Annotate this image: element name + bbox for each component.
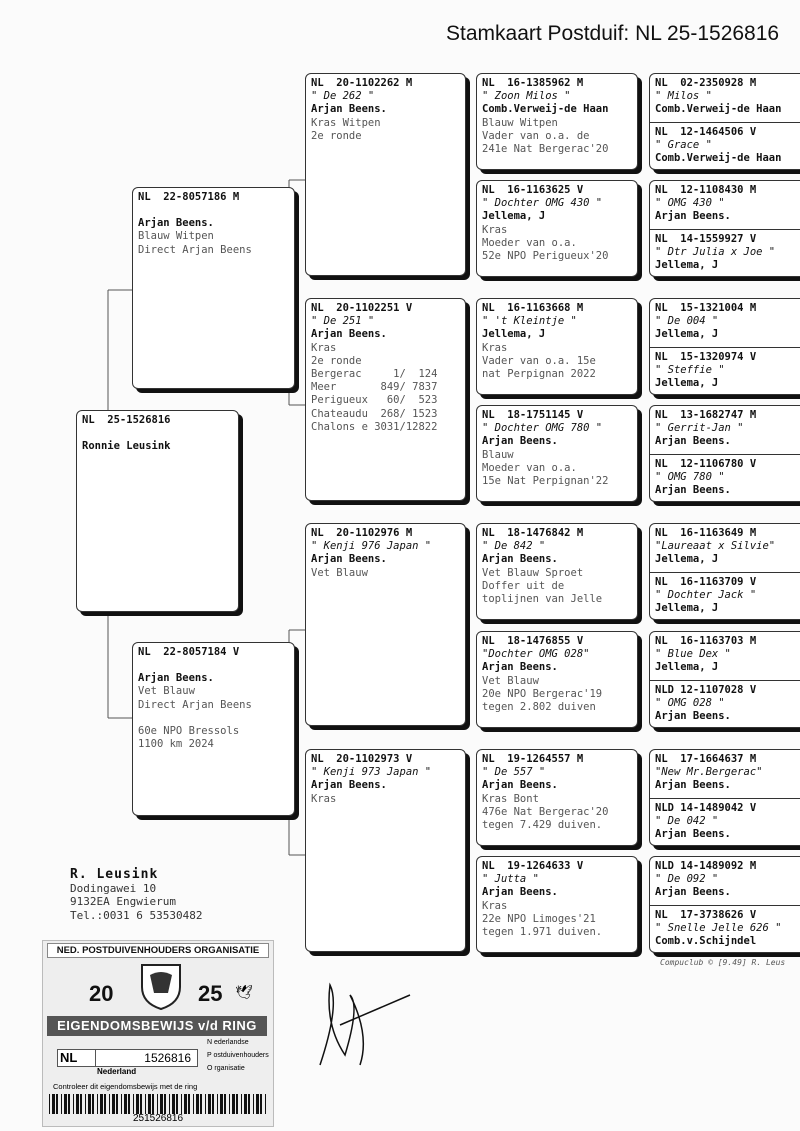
description-line: 2e ronde <box>311 129 362 142</box>
pigeon-name: " Grace " <box>655 139 712 152</box>
pigeon-name: " De 251 " <box>311 315 375 328</box>
barcode-bar <box>236 1094 238 1114</box>
npo-line: P ostduivenhouders <box>207 1052 269 1059</box>
ring-number: NL 16-1163668 M <box>482 302 584 314</box>
barcode-bar <box>181 1094 182 1114</box>
owner-name: Comb.v.Schijndel <box>655 935 757 948</box>
description-line: 22e NPO Limoges'21 <box>482 912 596 925</box>
description-line: Moeder van o.a. <box>482 236 577 249</box>
description-line: Blauw Witpen <box>482 116 558 129</box>
pigeon-card-subject <box>76 410 239 612</box>
barcode-bar <box>80 1094 82 1114</box>
pigeon-card-grandparent <box>305 523 466 726</box>
barcode-bar <box>265 1094 266 1114</box>
description-line: tegen 7.429 duiven. <box>482 819 603 832</box>
barcode-bar <box>128 1094 130 1114</box>
pigeon-name: " Kenji 973 Japan " <box>311 766 432 779</box>
pigeon-name: " De 042 " <box>655 815 719 828</box>
barcode-bar <box>152 1094 154 1114</box>
ring-number: NL 17-3738626 V <box>655 909 757 921</box>
software-credit: Compuclub © [9.49] R. Leus <box>660 958 786 967</box>
barcode-bar <box>260 1094 262 1114</box>
ring-number: NL 16-1385962 M <box>482 77 584 89</box>
description-line: 15e Nat Perpignan'22 <box>482 475 609 488</box>
pigeon-card-grandparent <box>305 749 466 952</box>
ring-number: NL 16-1163649 M <box>655 527 757 539</box>
barcode-bar <box>76 1094 79 1114</box>
barcode-bar <box>256 1094 259 1114</box>
barcode-bar <box>52 1094 55 1114</box>
owner-name: Arjan Beens. <box>138 217 214 230</box>
barcode-bar <box>184 1094 187 1114</box>
ring-number: NL 13-1682747 M <box>655 409 757 421</box>
owner-name: Ronnie Leusink <box>82 440 171 453</box>
description-line: Vader van o.a. de <box>482 129 590 142</box>
pigeon-card-great-grandparent <box>476 73 638 170</box>
pigeon-name: " Gerrit-Jan " <box>655 422 744 435</box>
description-line: tegen 2.802 duiven <box>482 701 596 714</box>
barcode-bar <box>157 1094 158 1114</box>
pigeon-card-pair <box>649 523 800 620</box>
barcode-bar <box>140 1094 142 1114</box>
barcode-bar <box>73 1094 74 1114</box>
barcode-bar <box>229 1094 230 1114</box>
barcode-bar <box>169 1094 170 1114</box>
owner-name: Arjan Beens. <box>482 435 558 448</box>
owner-name: Jellema, J <box>482 210 546 223</box>
description-line: Blauw <box>482 448 514 461</box>
barcode-bar <box>232 1094 235 1114</box>
description-line: toplijnen van Jelle <box>482 593 603 606</box>
owner-name: Jellema, J <box>482 328 546 341</box>
ring-number: NLD 14-1489092 M <box>655 860 757 872</box>
description-line: Moeder van o.a. <box>482 461 577 474</box>
certificate-year-right: 25 <box>198 981 223 1006</box>
certificate-org: NED. POSTDUIVENHOUDERS ORGANISATIE <box>47 943 269 958</box>
barcode-bar <box>208 1094 211 1114</box>
description-line: Bergerac 1/ 124 <box>311 368 438 381</box>
owner-name: Comb.Verweij-de Haan <box>482 103 609 116</box>
barcode-bar <box>112 1094 115 1114</box>
barcode-bar <box>88 1094 91 1114</box>
barcode-bar <box>188 1094 190 1114</box>
owner-name: Comb.Verweij-de Haan <box>655 152 782 165</box>
description-line: 52e NPO Perigueux'20 <box>482 250 609 263</box>
ring-number: NL 15-1320974 V <box>655 351 757 363</box>
description-line: tegen 1.971 duiven. <box>482 926 603 939</box>
certificate-ring-number: 1526816 <box>95 1049 198 1067</box>
barcode-bar <box>121 1094 122 1114</box>
page-title: Stamkaart Postduif: NL 25-1526816 <box>446 22 780 45</box>
certificate-land: Nederland <box>97 1067 137 1076</box>
barcode-bar <box>241 1094 242 1114</box>
npo-logo <box>207 1036 269 1075</box>
pigeon-card-pair <box>649 180 800 277</box>
barcode-bar <box>248 1094 250 1114</box>
description-line: 2e ronde <box>311 354 362 367</box>
breeder-street: Dodingawei 10 <box>70 881 157 895</box>
description-line: Kras Bont <box>482 792 539 805</box>
barcode-bar <box>133 1094 134 1114</box>
ring-number: NL 16-1163709 V <box>655 576 757 588</box>
pigeon-card-great-grandparent <box>476 180 638 277</box>
description-line: Kras <box>311 341 337 354</box>
barcode-bar <box>172 1094 175 1114</box>
owner-name: Arjan Beens. <box>655 779 731 792</box>
ring-number: NL 22-8057186 M <box>138 191 240 203</box>
barcode-bar <box>56 1094 58 1114</box>
ring-number: NL 19-1264557 M <box>482 753 584 765</box>
ring-number: NL 12-1106780 V <box>655 458 757 470</box>
barcode-bar <box>176 1094 178 1114</box>
pigeon-name: " Jutta " <box>482 873 539 886</box>
description-line: Kras <box>311 792 337 805</box>
pigeon-name: " Dtr Julia x Joe " <box>655 246 776 259</box>
description-line: Vader van o.a. 15e <box>482 354 596 367</box>
description-line: Direct Arjan Beens <box>138 243 252 256</box>
barcode-bar <box>136 1094 139 1114</box>
ring-number: NLD 14-1489042 V <box>655 802 757 814</box>
certificate-country: NL <box>57 1049 97 1067</box>
ring-number: NL 25-1526816 <box>82 414 171 426</box>
pigeon-name: "Dochter OMG 028" <box>482 648 590 661</box>
description-line: Chalons e 3031/12822 <box>311 420 438 433</box>
barcode-bar <box>68 1094 70 1114</box>
owner-name: Arjan Beens. <box>482 661 558 674</box>
owner-name: Arjan Beens. <box>311 328 387 341</box>
pigeon-card-great-grandparent <box>476 298 638 395</box>
pigeon-name: " De 842 " <box>482 540 546 553</box>
owner-name: Comb.Verweij-de Haan <box>655 103 782 116</box>
signature <box>300 965 420 1085</box>
owner-name: Jellema, J <box>655 259 719 272</box>
pigeon-card-pair <box>649 856 800 953</box>
description-line: Kras <box>482 899 508 912</box>
description-line: Chateaudu 268/ 1523 <box>311 407 438 420</box>
owner-name: Arjan Beens. <box>482 886 558 899</box>
pigeon-card-pair <box>649 631 800 728</box>
barcode-number: 251526816 <box>132 1113 184 1124</box>
description-line: Doffer uit de <box>482 579 565 592</box>
barcode-bar <box>193 1094 194 1114</box>
barcode-bar <box>85 1094 86 1114</box>
description-line: Vet Blauw Sproet <box>482 566 584 579</box>
pigeon-name: " Blue Dex " <box>655 648 731 661</box>
ring-number: NL 02-2350928 M <box>655 77 757 89</box>
breeder-address <box>70 868 202 922</box>
description-line: Kras Witpen <box>311 116 381 129</box>
barcode-bar <box>145 1094 146 1114</box>
pigeon-card-great-grandparent <box>476 856 638 953</box>
barcode-bar <box>205 1094 206 1114</box>
ownership-certificate <box>42 940 274 1127</box>
ring-number: NL 22-8057184 V <box>138 646 240 658</box>
barcode-bar <box>244 1094 247 1114</box>
owner-name: Arjan Beens. <box>655 210 731 223</box>
description-line: 20e NPO Bergerac'19 <box>482 687 603 700</box>
barcode-bar <box>224 1094 226 1114</box>
description-line: Direct Arjan Beens <box>138 698 252 711</box>
breeder-name: R. Leusink <box>70 867 159 882</box>
owner-name: Arjan Beens. <box>482 553 558 566</box>
ring-number: NL 20-1102976 M <box>311 527 413 539</box>
description-line: nat Perpignan 2022 <box>482 368 596 381</box>
ring-number: NL 20-1102262 M <box>311 77 413 89</box>
owner-name: Arjan Beens. <box>138 672 214 685</box>
barcode-bar <box>217 1094 218 1114</box>
description-line: Vet Blauw <box>311 566 368 579</box>
certificate-title: EIGENDOMSBEWIJS v/d RING <box>47 1016 267 1036</box>
barcode-bar <box>92 1094 94 1114</box>
pigeon-name: " De 092 " <box>655 873 719 886</box>
ring-number: NL 12-1108430 M <box>655 184 757 196</box>
certificate-year-left: 20 <box>89 981 114 1006</box>
barcode-bar <box>148 1094 151 1114</box>
pigeon-name: " De 262 " <box>311 90 375 103</box>
dove-icon: 🕊 <box>235 985 253 1001</box>
ring-number: NL 18-1751145 V <box>482 409 584 421</box>
pigeon-name: " Milos " <box>655 90 712 103</box>
pigeon-card-great-grandparent <box>476 405 638 502</box>
barcode-bar <box>196 1094 199 1114</box>
description-line: Perigueux 60/ 523 <box>311 394 438 407</box>
ring-number: NL 14-1559927 V <box>655 233 757 245</box>
barcode-bar <box>97 1094 98 1114</box>
barcode-bar <box>49 1094 50 1114</box>
pigeon-card-pair <box>649 73 800 170</box>
owner-name: Jellema, J <box>655 328 719 341</box>
description-line: 1100 km 2024 <box>138 738 214 751</box>
ring-number: NL 20-1102973 V <box>311 753 413 765</box>
ring-number: NL 17-1664637 M <box>655 753 757 765</box>
description-line: 476e Nat Bergerac'20 <box>482 805 609 818</box>
pigeon-name: " De 004 " <box>655 315 719 328</box>
ring-number: NL 19-1264633 V <box>482 860 584 872</box>
owner-name: Jellema, J <box>655 553 719 566</box>
owner-name: Arjan Beens. <box>655 710 731 723</box>
pigeon-name: " OMG 430 " <box>655 197 725 210</box>
description-line: Meer 849/ 7837 <box>311 381 438 394</box>
barcode-bar <box>200 1094 202 1114</box>
owner-name: Arjan Beens. <box>655 484 731 497</box>
barcode <box>47 1094 269 1114</box>
pigeon-name: "Laureaat x Silvie" <box>655 540 776 553</box>
owner-name: Jellema, J <box>655 377 719 390</box>
barcode-bar <box>124 1094 127 1114</box>
ring-number: NL 16-1163703 M <box>655 635 757 647</box>
pigeon-name: " Dochter Jack " <box>655 589 757 602</box>
pigeon-card-pair <box>649 749 800 846</box>
barcode-bar <box>164 1094 166 1114</box>
breeder-phone: Tel.:0031 6 53530482 <box>70 908 203 922</box>
barcode-bar <box>160 1094 163 1114</box>
npo-line: O rganisatie <box>207 1065 245 1072</box>
breeder-city: 9132EA Engwierum <box>70 895 176 908</box>
barcode-bar <box>100 1094 103 1114</box>
ring-number: NL 12-1464506 V <box>655 126 757 138</box>
pigeon-card-great-grandparent <box>476 749 638 846</box>
pigeon-name: " Snelle Jelle 626 " <box>655 922 782 935</box>
pigeon-name: " Dochter OMG 780 " <box>482 422 603 435</box>
owner-name: Arjan Beens. <box>311 553 387 566</box>
description-line: Kras <box>482 341 508 354</box>
owner-name: Arjan Beens. <box>655 435 731 448</box>
pigeon-name: " OMG 028 " <box>655 697 725 710</box>
owner-name: Arjan Beens. <box>311 103 387 116</box>
pigeon-card-mother <box>132 642 295 816</box>
barcode-bar <box>104 1094 106 1114</box>
pigeon-name: " Steffie " <box>655 364 725 377</box>
description-line: Vet Blauw <box>138 685 195 698</box>
description-line: Blauw Witpen <box>138 230 214 243</box>
ring-number: NL 16-1163625 V <box>482 184 584 196</box>
owner-name: Arjan Beens. <box>655 828 731 841</box>
pigeon-card-father <box>132 187 295 389</box>
pigeon-card-great-grandparent <box>476 631 638 728</box>
owner-name: Arjan Beens. <box>311 779 387 792</box>
npo-line: N ederlandse <box>207 1039 249 1046</box>
ring-number: NLD 12-1107028 V <box>655 684 757 696</box>
pigeon-name: " Kenji 976 Japan " <box>311 540 432 553</box>
description-line: 241e Nat Bergerac'20 <box>482 143 609 156</box>
barcode-bar <box>220 1094 223 1114</box>
barcode-bar <box>109 1094 110 1114</box>
pigeon-name: " Zoon Milos " <box>482 90 571 103</box>
barcode-bar <box>253 1094 254 1114</box>
ring-number: NL 18-1476842 M <box>482 527 584 539</box>
certificate-control-text: Controleer dit eigendomsbewijs met de ring <box>53 1082 198 1091</box>
description-line: Vet Blauw <box>482 674 539 687</box>
owner-name: Jellema, J <box>655 602 719 615</box>
pigeon-name: " 't Kleintje " <box>482 315 577 328</box>
crest-icon <box>138 959 184 1011</box>
owner-name: Arjan Beens. <box>482 779 558 792</box>
barcode-bar <box>116 1094 118 1114</box>
description-line: 60e NPO Bressols <box>138 724 240 737</box>
barcode-bar <box>64 1094 67 1114</box>
pigeon-name: " De 557 " <box>482 766 546 779</box>
pigeon-card-grandparent <box>305 298 466 501</box>
ring-number: NL 20-1102251 V <box>311 302 413 314</box>
pigeon-name: " Dochter OMG 430 " <box>482 197 603 210</box>
ring-number: NL 15-1321004 M <box>655 302 757 314</box>
owner-name: Arjan Beens. <box>655 886 731 899</box>
pigeon-card-grandparent <box>305 73 466 276</box>
description-line: Kras <box>482 223 508 236</box>
pigeon-card-great-grandparent <box>476 523 638 620</box>
ring-number: NL 18-1476855 V <box>482 635 584 647</box>
pigeon-name: "New Mr.Bergerac" <box>655 766 763 779</box>
pigeon-card-pair <box>649 405 800 502</box>
pigeon-name: " OMG 780 " <box>655 471 725 484</box>
pigeon-card-pair <box>649 298 800 395</box>
barcode-bar <box>212 1094 214 1114</box>
barcode-bar <box>61 1094 62 1114</box>
owner-name: Jellema, J <box>655 661 719 674</box>
